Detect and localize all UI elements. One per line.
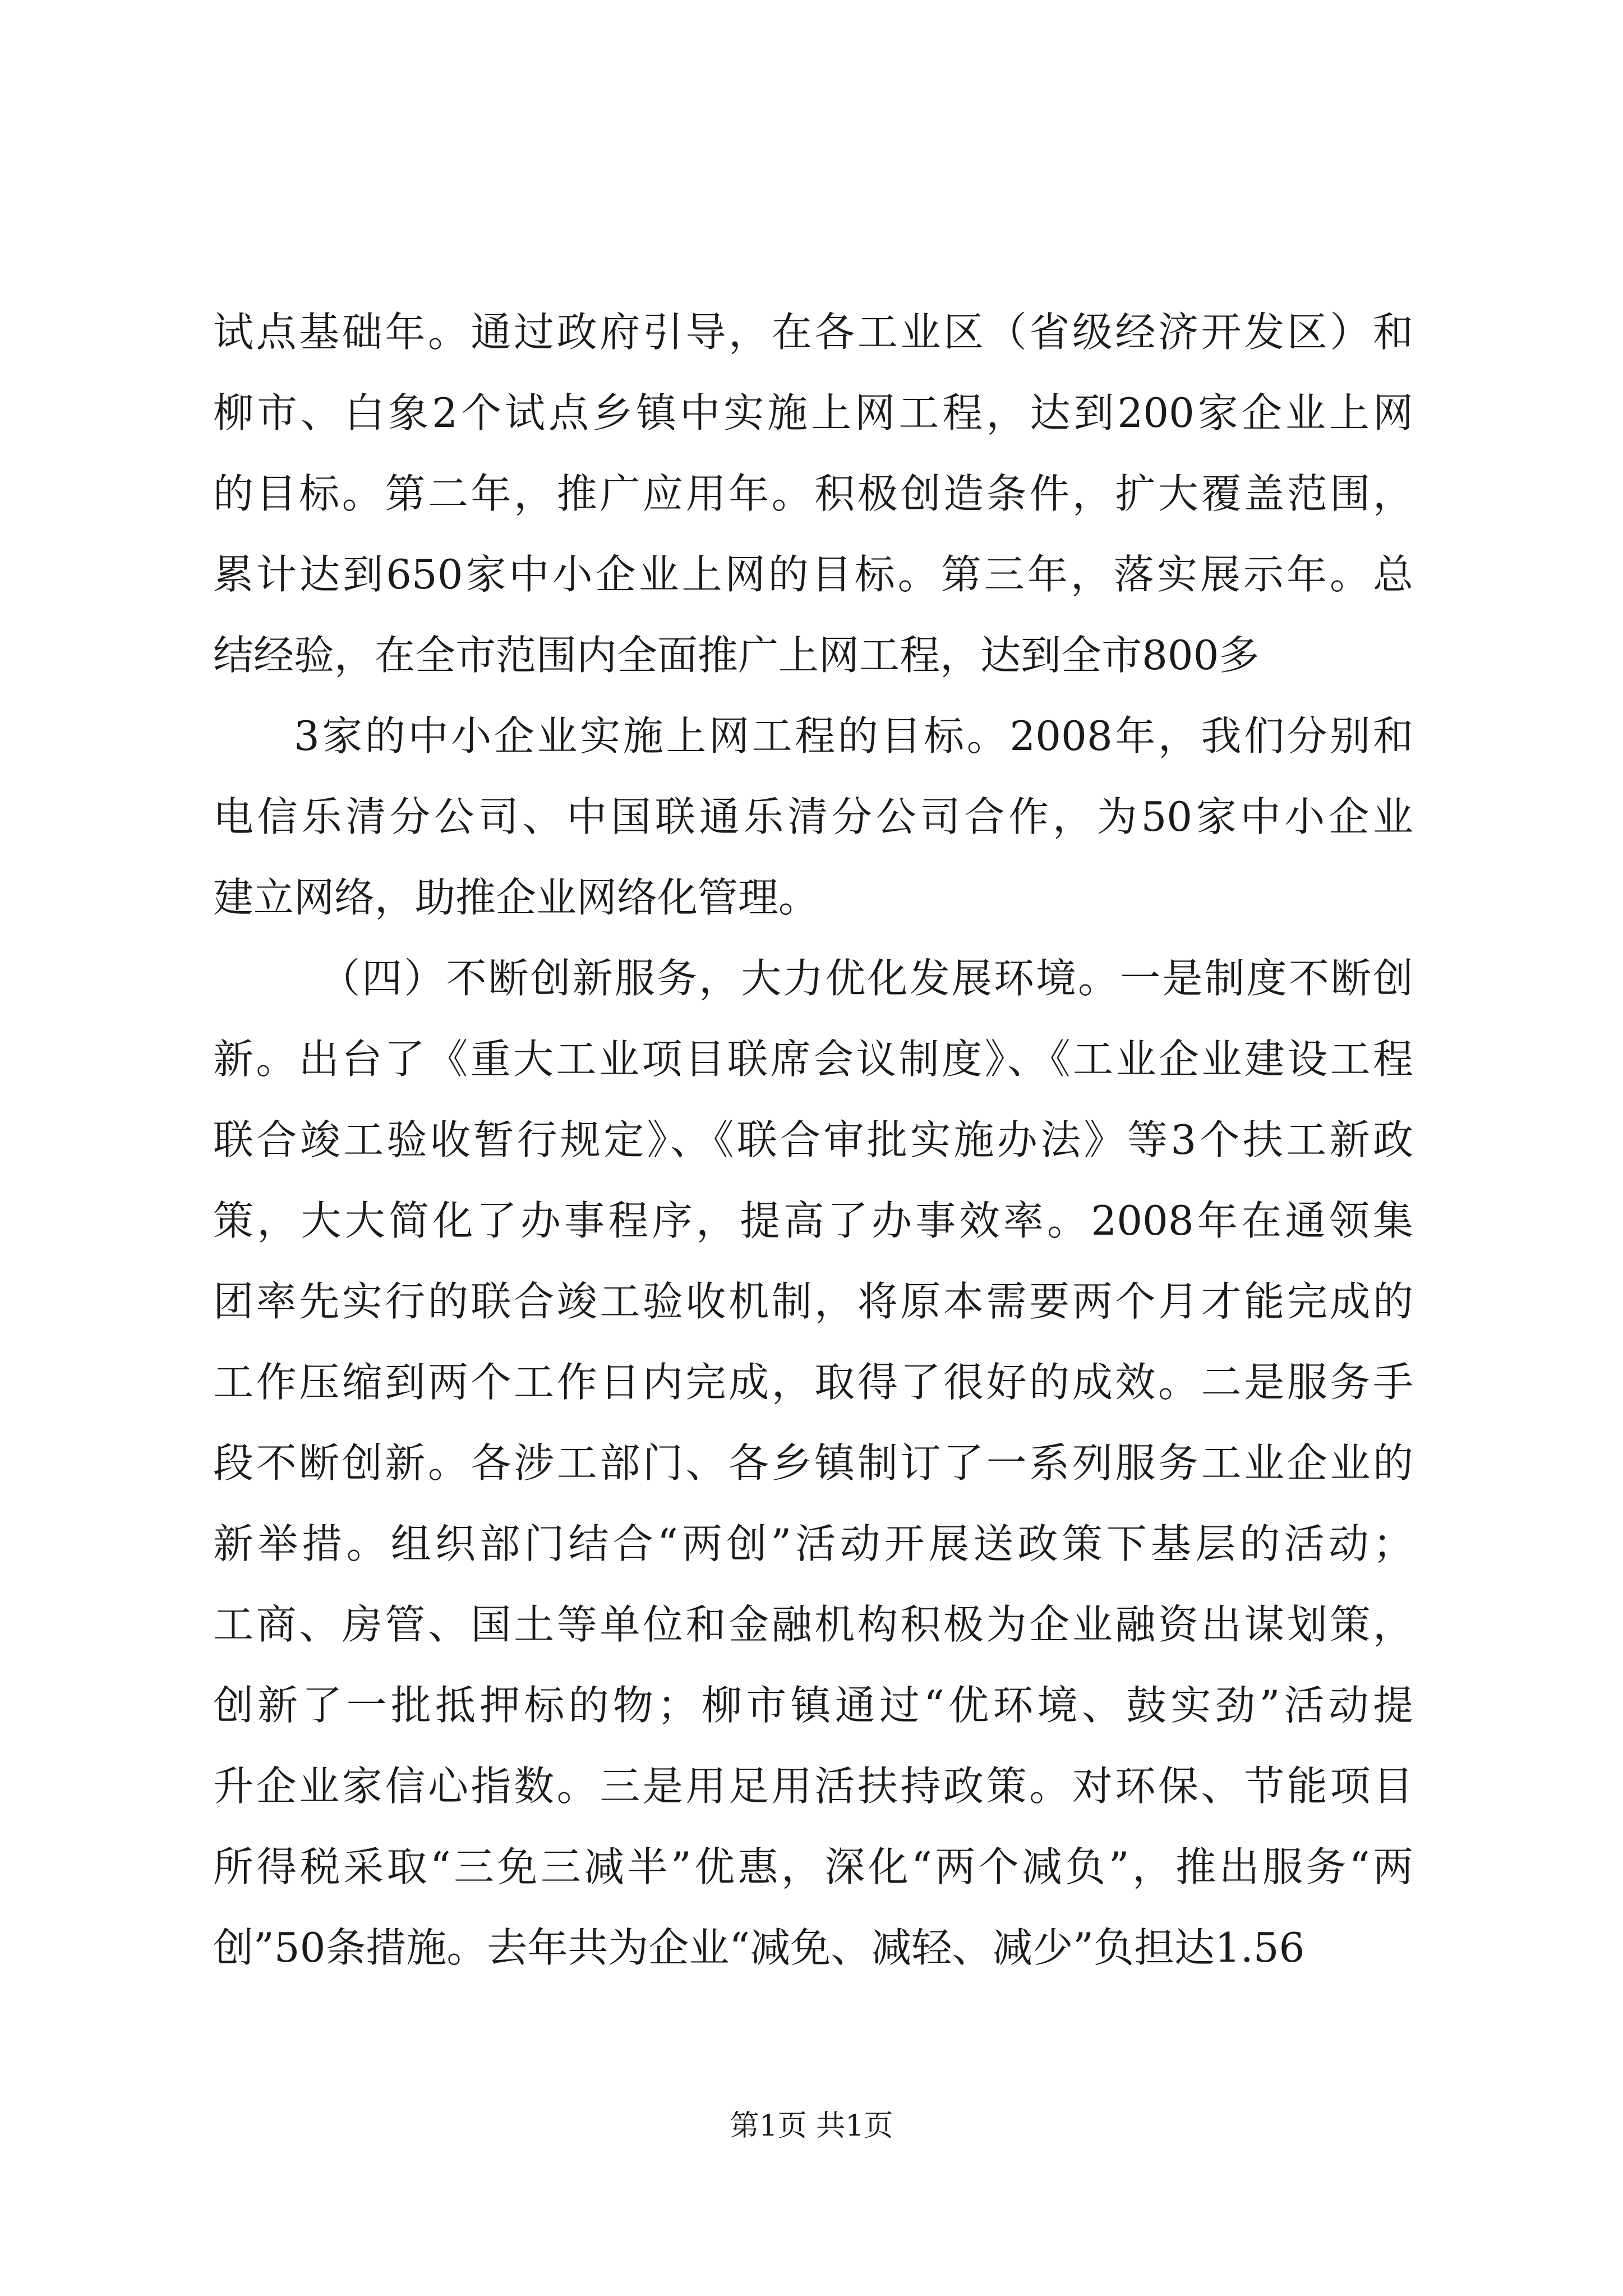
text-line: 段不断创新。各涉工部门、各乡镇制订了一系列服务工业企业的	[213, 1439, 1413, 1487]
text-line: 团率先实行的联合竣工验收机制，将原本需要两个月才能完成的	[213, 1278, 1413, 1325]
text-line: 策，大大简化了办事程序，提高了办事效率。2008年在通领集	[213, 1197, 1413, 1244]
text-line: 结经验，在全市范围内全面推广上网工程，达到全市800多	[213, 632, 1260, 679]
text-line: 柳市、白象2个试点乡镇中实施上网工程，达到200家企业上网	[213, 389, 1413, 436]
page-footer: 第1页 共1页	[730, 2109, 893, 2143]
text-line: 电信乐清分公司、中国联通乐清分公司合作，为50家中小企业	[213, 793, 1413, 840]
text-line: 创新了一批抵押标的物；柳市镇通过“优环境、鼓实劲”活动提	[213, 1682, 1413, 1729]
text-line: 工作压缩到两个工作日内完成，取得了很好的成效。二是服务手	[213, 1359, 1413, 1406]
text-line: 新举措。组织部门结合“两创”活动开展送政策下基层的活动；	[213, 1520, 1413, 1567]
text-line: 工商、房管、国土等单位和金融机构积极为企业融资出谋划策，	[213, 1601, 1413, 1648]
text-line: 升企业家信心指数。三是用足用活扶持政策。对环保、节能项目	[213, 1763, 1413, 1810]
text-line: 累计达到650家中小企业上网的目标。第三年，落实展示年。总	[213, 551, 1413, 598]
text-line: （四）不断创新服务，大力优化发展环境。一是制度不断创	[320, 955, 1413, 1002]
text-line: 的目标。第二年，推广应用年。积极创造条件，扩大覆盖范围，	[213, 470, 1413, 517]
text-line: 所得税采取“三免三减半”优惠，深化“两个减负”，推出服务“两	[213, 1843, 1413, 1890]
text-line: 试点基础年。通过政府引导，在各工业区（省级经济开发区）和	[213, 309, 1413, 356]
text-line: 3家的中小企业实施上网工程的目标。2008年，我们分别和	[294, 712, 1413, 760]
text-line: 建立网络，助推企业网络化管理。	[213, 874, 819, 921]
text-line: 创”50条措施。去年共为企业“减免、减轻、减少”负担达1.56	[213, 1924, 1305, 1971]
text-line: 联合竣工验收暂行规定》、《联合审批实施办法》等3个扶工新政	[213, 1116, 1413, 1163]
body-text	[213, 292, 1413, 1988]
text-line: 新。出台了《重大工业项目联席会议制度》、《工业企业建设工程	[213, 1036, 1413, 1083]
